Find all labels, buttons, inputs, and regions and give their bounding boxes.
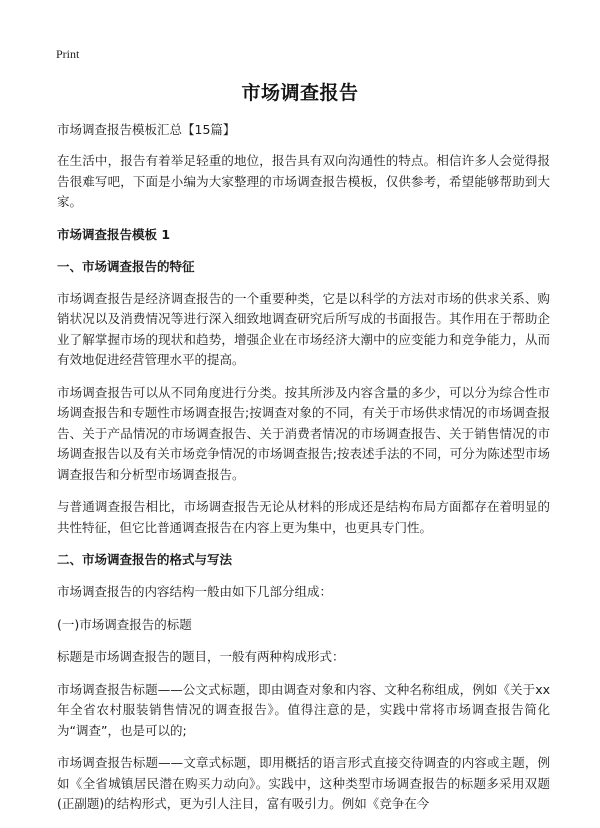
- section2-paragraph-1: 市场调查报告的内容结构一般由如下几部分组成：: [57, 584, 333, 599]
- document-title: 市场调查报告: [241, 82, 359, 104]
- section2-subheading: (一)市场调查报告的标题: [57, 616, 192, 632]
- intro-paragraph: 在生活中，报告有着举足轻重的地位，报告具有双向沟通性的特点。相信许多人会觉得报告很难写吧，下面是小编为大家整理的市场调查报告模板，仅供参考，希望能够帮助到大家。: [57, 153, 550, 209]
- section1-paragraph-3: 与普通调查报告相比，市场调查报告无论从材料的形成还是结构布局方面都存在着明显的共性特征，但它比普通调查报告在内容上更为集中，也更具专门性。: [57, 499, 550, 535]
- section2-paragraph-3: 市场调查报告标题——公文式标题，即由调查对象和内容、文种名称组成，例如《关于xx年全省农村服装销售情况的调查报告》。值得注意的是，实践中常将市场调查报告简化为“调查”，也是可以的;: [57, 681, 550, 738]
- template-heading: 市场调查报告模板 1: [57, 226, 171, 242]
- print-label: Print: [56, 47, 80, 61]
- section1-paragraph-1: 市场调查报告是经济调查报告的一个重要种类，它是以科学的方法对市场的供求关系、购销状况以及消费情况等进行深入细致地调查研究后所写成的书面报告。其作用在于帮助企业了解掌握市场的现状和趋势，增强企业在市场经济大潮中的应变能力和竞争能力，从而有效地促进经营管理水平的提高。: [57, 290, 550, 367]
- document-body: [57, 120, 550, 827]
- section2-paragraph-2: 标题是市场调查报告的题目，一般有两种构成形式：: [57, 649, 345, 664]
- section2-heading: 二、市场调查报告的格式与写法: [57, 552, 233, 567]
- section1-heading: 一、市场调查报告的特征: [57, 258, 195, 274]
- document-subtitle: 市场调查报告模板汇总【15篇】: [57, 122, 236, 137]
- section1-paragraph-2: 市场调查报告可以从不同角度进行分类。按其所涉及内容含量的多少，可以分为综合性市场调查报告和专题性市场调查报告;按调查对象的不同，有关于市场供求情况的市场调查报告、关于产品情况的市场调查报告、关于消费者情况的市场调查报告、关于销售情况的市场调查报告以及有关市场竞争情况的市场调查报告;按表述手法的不同，可分为陈述型市场调查报告和分析型市场调查报告。: [57, 384, 550, 482]
- section2-paragraph-4: 市场调查报告标题——文章式标题，即用概括的语言形式直接交待调查的内容或主题，例如《全省城镇居民潜在购买力动向》。实践中，这种类型市场调查报告的标题多采用双题(正副题)的结构形式，更为引人注目，富有吸引力。例如《竞争在今: [57, 755, 550, 811]
